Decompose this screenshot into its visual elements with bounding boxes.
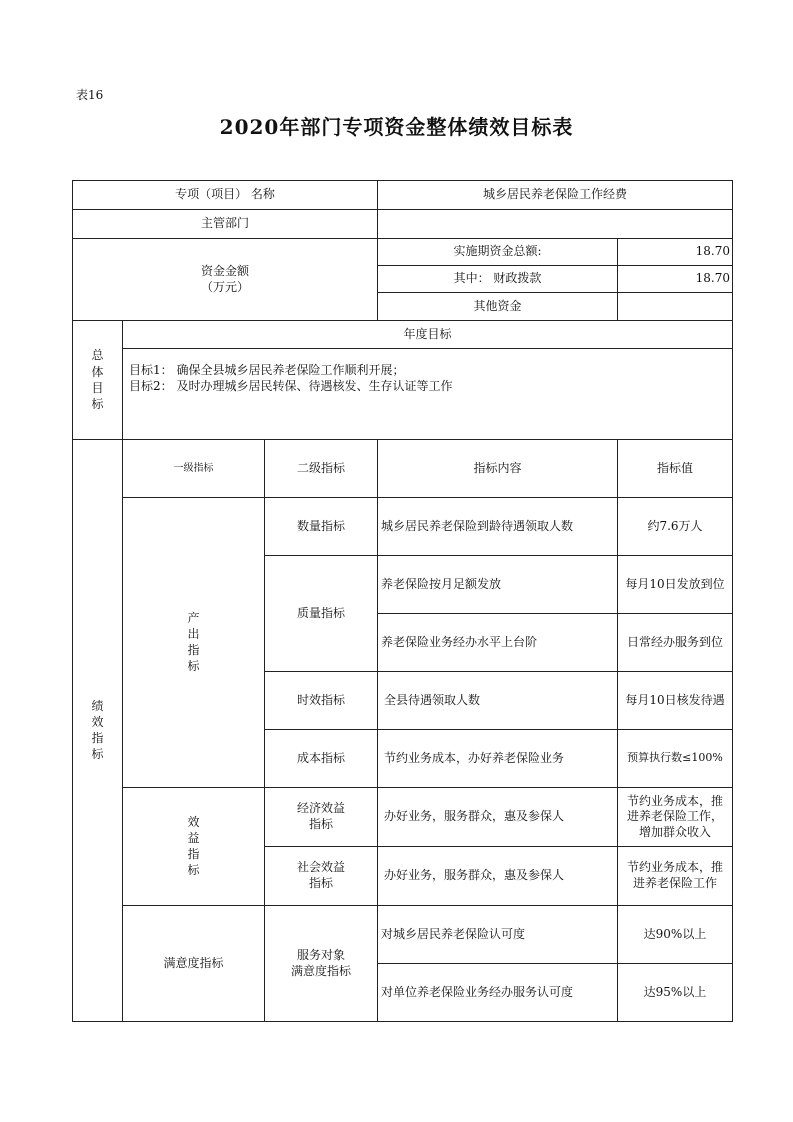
- quality1-content: 养老保险按月足额发放: [378, 556, 618, 614]
- quantity-value: 约7.6万人: [618, 498, 733, 556]
- funds-amount-label: [73, 239, 378, 321]
- economic-value: [618, 788, 733, 847]
- satisfaction-level2-line1: 服务对象: [296, 947, 345, 962]
- page-title: 2020年部门专项资金整体绩效目标表: [219, 115, 574, 139]
- satisfaction2-content: 对单位养老保险业务经办服务认可度: [378, 964, 618, 1022]
- total-funds-label: 实施期资金总额:: [378, 239, 618, 266]
- goal-1: 目标1： 确保全县城乡居民养老保险工作顺利开展；: [129, 363, 405, 377]
- social-level2-line1: 社会效益: [296, 860, 345, 875]
- project-name-label: 专项（项目） 名称: [73, 181, 378, 210]
- satisfaction-indicator-group: 满意度指标: [123, 906, 265, 1022]
- quality-level2: 质量指标: [265, 556, 378, 672]
- cost-content: 节约业务成本，办好养老保险业务: [378, 730, 618, 788]
- output-indicator-label: 产出指标: [187, 610, 200, 674]
- table-number-label: 表16: [76, 88, 104, 102]
- performance-label: 绩效指标: [91, 698, 104, 762]
- annual-goal-header: 年度目标: [123, 321, 733, 349]
- satisfaction-level2-line2: 满意度指标: [290, 963, 351, 978]
- social-content: 办好业务，服务群众，惠及参保人: [378, 847, 618, 906]
- quality1-value: 每月10日发放到位: [618, 556, 733, 614]
- benefit-indicator-group: [123, 788, 265, 906]
- economic-level2-line1: 经济效益: [296, 801, 345, 816]
- output-indicator-group: [123, 498, 265, 788]
- quality2-content: 养老保险业务经办水平上台阶: [378, 614, 618, 672]
- social-value-line2: 进养老保险工作: [633, 876, 718, 890]
- cost-level2: 成本指标: [265, 730, 378, 788]
- fiscal-funds-value: 18.70: [618, 266, 733, 293]
- timeliness-level2: 时效指标: [265, 672, 378, 730]
- satisfaction1-value: 达90%以上: [618, 906, 733, 964]
- satisfaction2-value: 达95%以上: [618, 964, 733, 1022]
- economic-value-line1: 节约业务成本，推: [627, 793, 724, 808]
- col-header-level2: 二级指标: [265, 440, 378, 498]
- economic-value-line3: 增加群众收入: [639, 824, 712, 839]
- social-value-line1: 节约业务成本，推: [627, 860, 724, 875]
- economic-level2-line2: 指标: [308, 817, 333, 831]
- col-header-content: 指标内容: [378, 440, 618, 498]
- economic-value-line2: 进养老保险工作，: [627, 809, 724, 824]
- economic-level2: [265, 788, 378, 847]
- funds-label-line1: 资金金额: [200, 263, 249, 278]
- satisfaction1-content: 对城乡居民养老保险认可度: [378, 906, 618, 964]
- other-funds-label: 其他资金: [378, 293, 618, 321]
- col-header-level1: 一级指标: [123, 440, 265, 498]
- quality2-value: 日常经办服务到位: [618, 614, 733, 672]
- col-header-value: 指标值: [618, 440, 733, 498]
- fiscal-funds-label: 其中： 财政拨款: [378, 266, 618, 293]
- other-funds-value: [618, 293, 733, 321]
- department-label: 主管部门: [73, 210, 378, 239]
- social-value: [618, 847, 733, 906]
- overall-goal-label: 总体目标: [91, 348, 104, 411]
- satisfaction-level2: [265, 906, 378, 1022]
- economic-content: 办好业务，服务群众，惠及参保人: [378, 788, 618, 847]
- quantity-level2: 数量指标: [265, 498, 378, 556]
- social-level2: [265, 847, 378, 906]
- performance-section: [73, 440, 123, 1022]
- timeliness-value: 每月10日核发待遇: [618, 672, 733, 730]
- goal-2: 目标2： 及时办理城乡居民转保、待遇核发、生存认证等工作: [129, 378, 453, 393]
- department-value: [378, 210, 733, 239]
- timeliness-content: 全县待遇领取人数: [378, 672, 618, 730]
- project-name-value: 城乡居民养老保险工作经费: [378, 181, 733, 210]
- quantity-content: 城乡居民养老保险到龄待遇领取人数: [378, 498, 618, 556]
- performance-target-table: [72, 180, 733, 1022]
- funds-label-line2: （万元）: [200, 279, 249, 294]
- social-level2-line2: 指标: [308, 876, 333, 890]
- benefit-indicator-label: 效益指标: [187, 814, 200, 878]
- total-funds-value: 18.70: [618, 239, 733, 266]
- annual-goals-content: [123, 349, 733, 440]
- overall-goal-section: [73, 321, 123, 440]
- cost-value: 预算执行数≤100%: [618, 730, 733, 788]
